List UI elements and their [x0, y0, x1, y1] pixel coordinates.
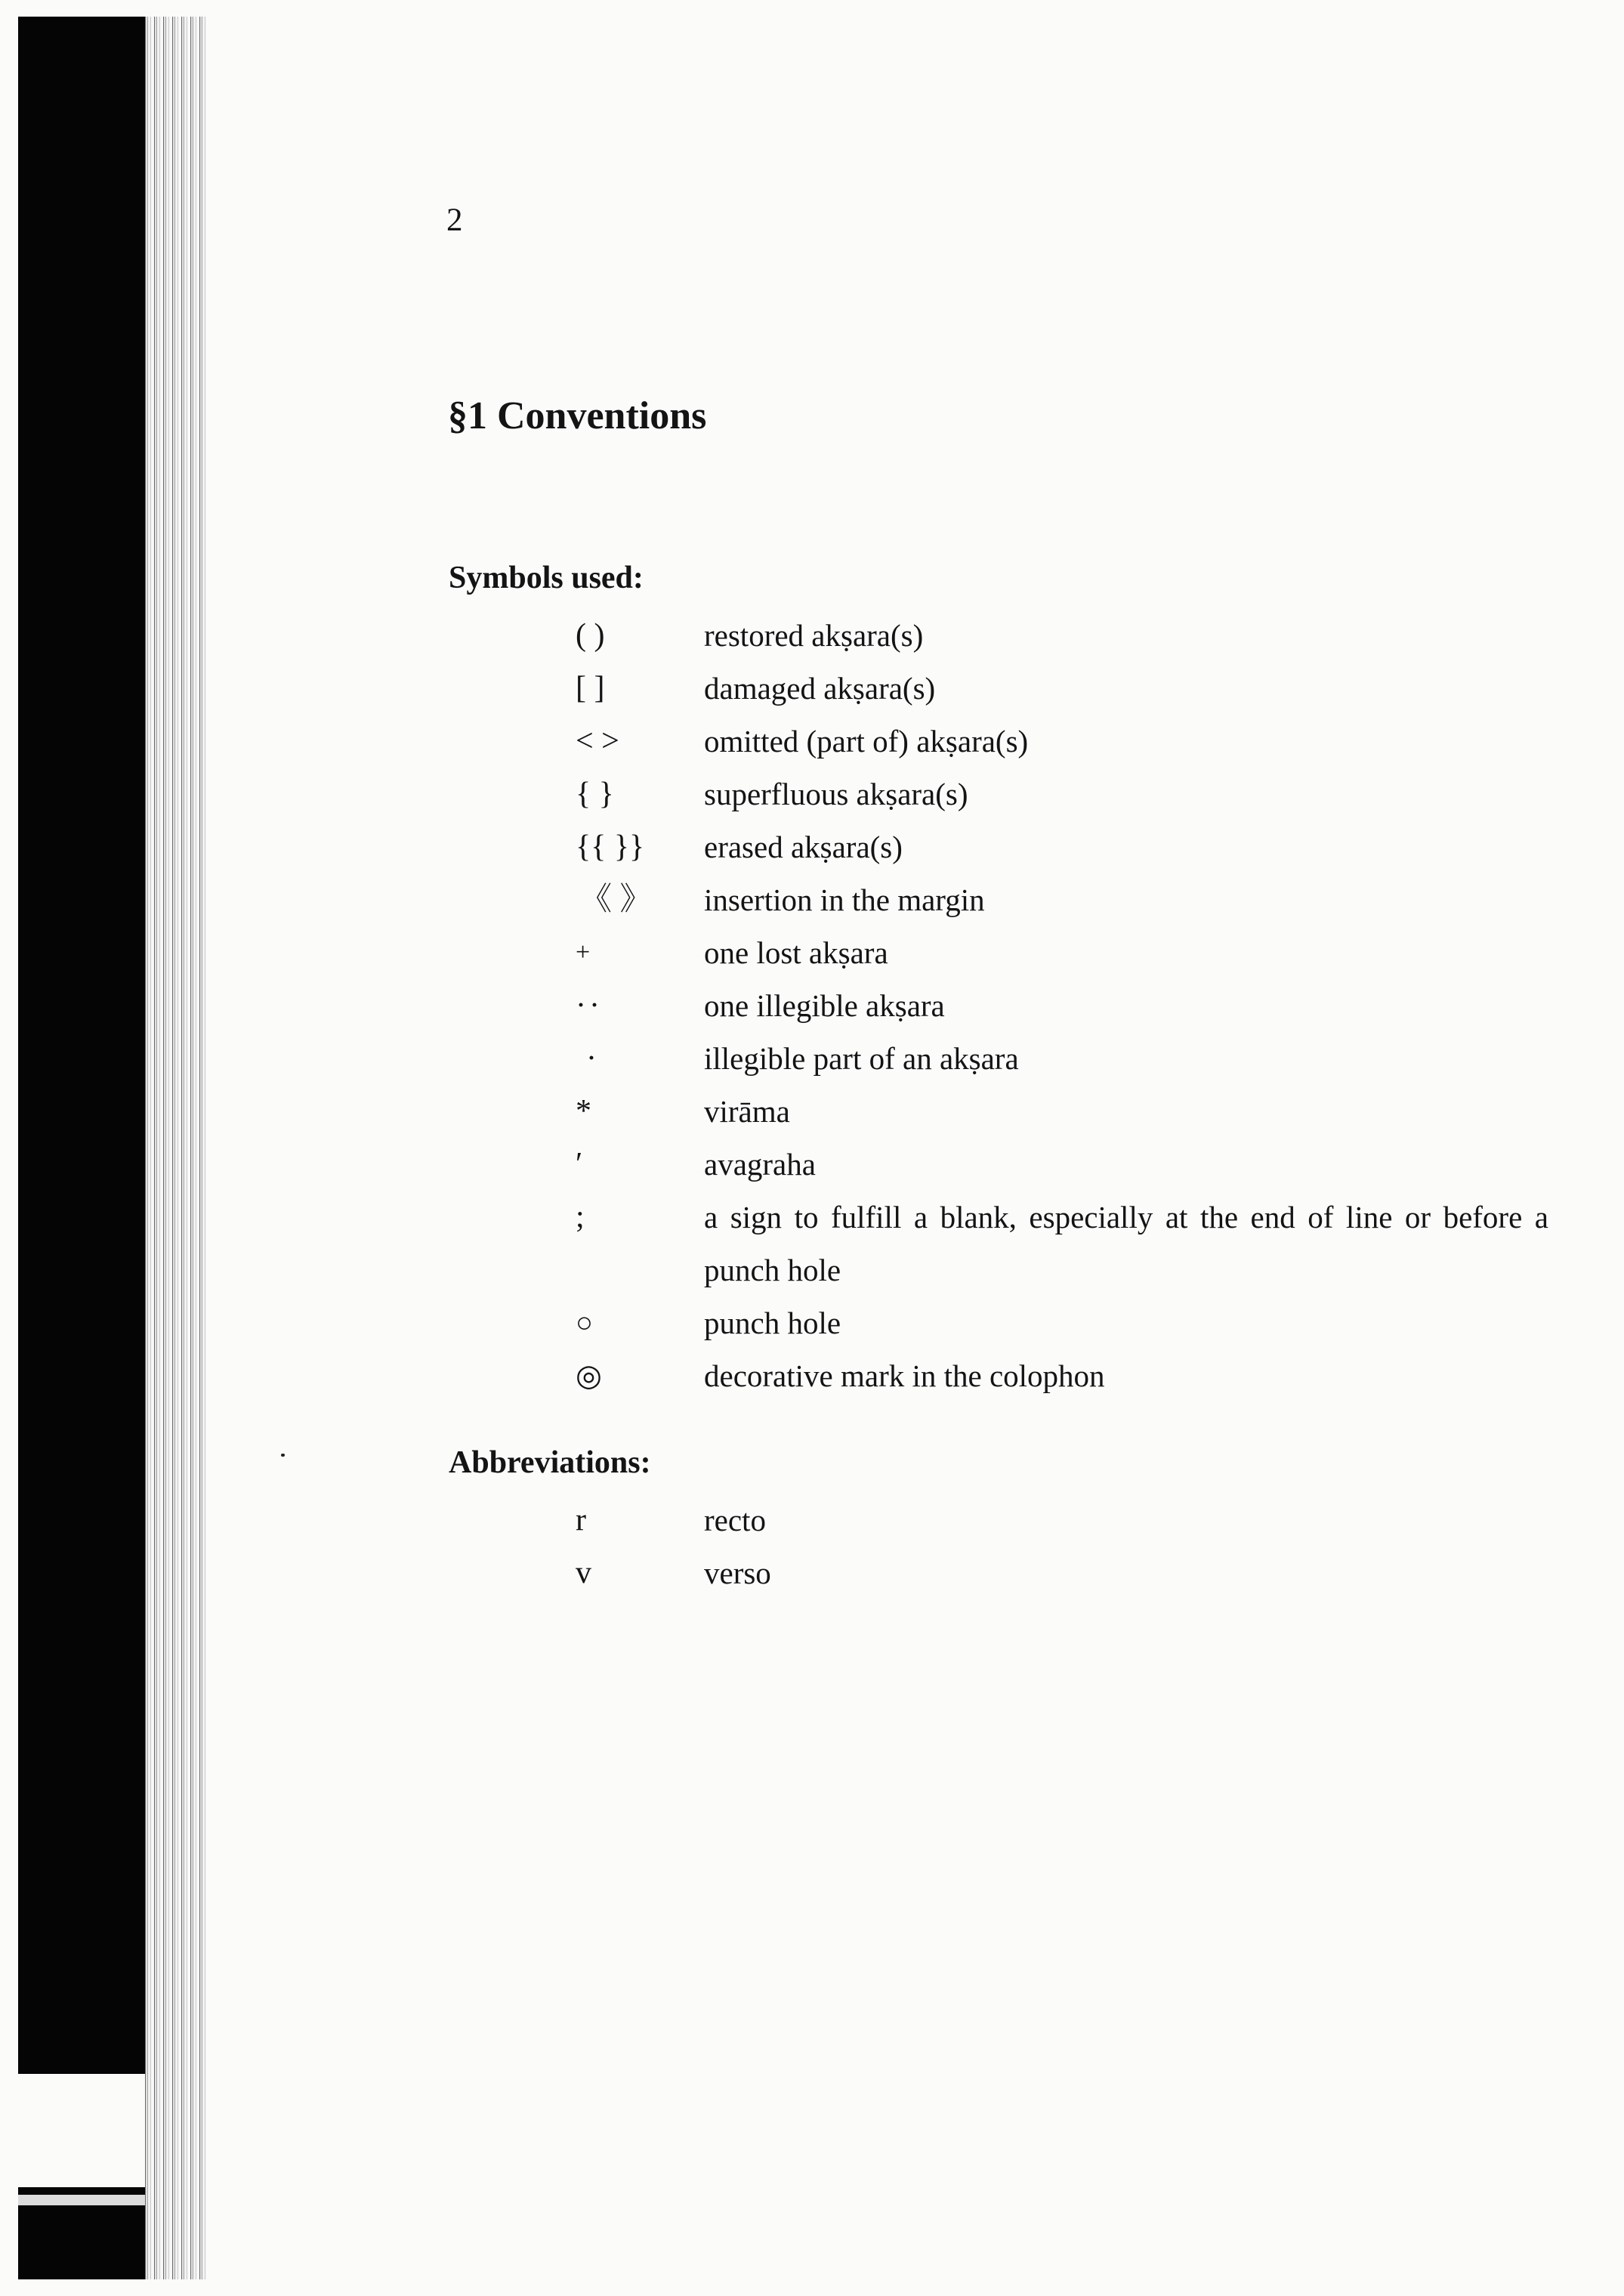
symbol-row [0, 979, 1624, 1032]
symbol-row [0, 1032, 1624, 1085]
symbol-meaning: insertion in the margin [704, 882, 985, 917]
symbol-meaning: decorative mark in the colophon [704, 1358, 1105, 1393]
symbol-row [0, 1085, 1624, 1138]
symbol-meaning: one illegible akṣara [704, 988, 945, 1023]
symbols-heading: Symbols used: [449, 561, 644, 595]
symbol-meaning: punch hole [704, 1306, 841, 1340]
symbol: [ ] [576, 671, 605, 706]
symbol: { } [576, 777, 614, 811]
symbol-meaning: erased akṣara(s) [704, 830, 903, 864]
symbol: ·· [576, 988, 603, 1023]
symbol: ○ [576, 1307, 593, 1339]
abbreviation-row [0, 1494, 1624, 1547]
symbol: < > [576, 724, 619, 759]
abbreviation-meaning: verso [704, 1556, 771, 1590]
symbol-row [0, 1191, 1624, 1296]
symbol-meaning: damaged akṣara(s) [704, 671, 936, 706]
abbreviation: r [576, 1503, 586, 1537]
section-title: §1 Conventions [448, 394, 707, 437]
abbreviation-row [0, 1547, 1624, 1599]
symbol-meaning: omitted (part of) akṣara(s) [704, 724, 1029, 759]
symbol-row [0, 768, 1624, 820]
symbol-row [0, 926, 1624, 979]
symbol-row [0, 1138, 1624, 1191]
symbol: {{ }} [576, 830, 645, 864]
page-number: 2 [446, 202, 463, 238]
abbreviation-meaning: recto [704, 1503, 766, 1537]
symbol-meaning: a sign to fulfill a blank, especially at the end of line or before a punch hole [704, 1200, 1548, 1287]
symbol: 《 》 [580, 882, 652, 917]
symbol: ◎ [576, 1358, 602, 1392]
symbol: ′ [576, 1147, 583, 1182]
symbol-row [0, 873, 1624, 926]
symbol: · [586, 1041, 597, 1076]
symbol-meaning: superfluous akṣara(s) [704, 777, 968, 811]
symbol: ( ) [576, 618, 605, 653]
symbol-row [0, 1349, 1624, 1402]
abbreviation: v [576, 1556, 591, 1590]
symbol: ; [576, 1200, 585, 1235]
symbol: + [576, 938, 591, 966]
symbol-meaning: avagraha [704, 1147, 816, 1182]
symbol-row [0, 609, 1624, 662]
symbol-row [0, 715, 1624, 768]
symbol: * [576, 1094, 591, 1129]
symbol-row [0, 1296, 1624, 1349]
symbol-row [0, 820, 1624, 873]
symbol-meaning: restored akṣara(s) [704, 618, 924, 653]
symbol-meaning: one lost akṣara [704, 935, 888, 970]
symbol-meaning: virāma [704, 1094, 790, 1129]
scan-speck [281, 1454, 285, 1457]
symbol-row [0, 662, 1624, 715]
scan-binding-gap-line [18, 2195, 145, 2205]
symbol-meaning: illegible part of an akṣara [704, 1041, 1019, 1076]
scan-binding-gap [18, 2074, 145, 2187]
abbreviations-heading: Abbreviations: [449, 1445, 651, 1480]
